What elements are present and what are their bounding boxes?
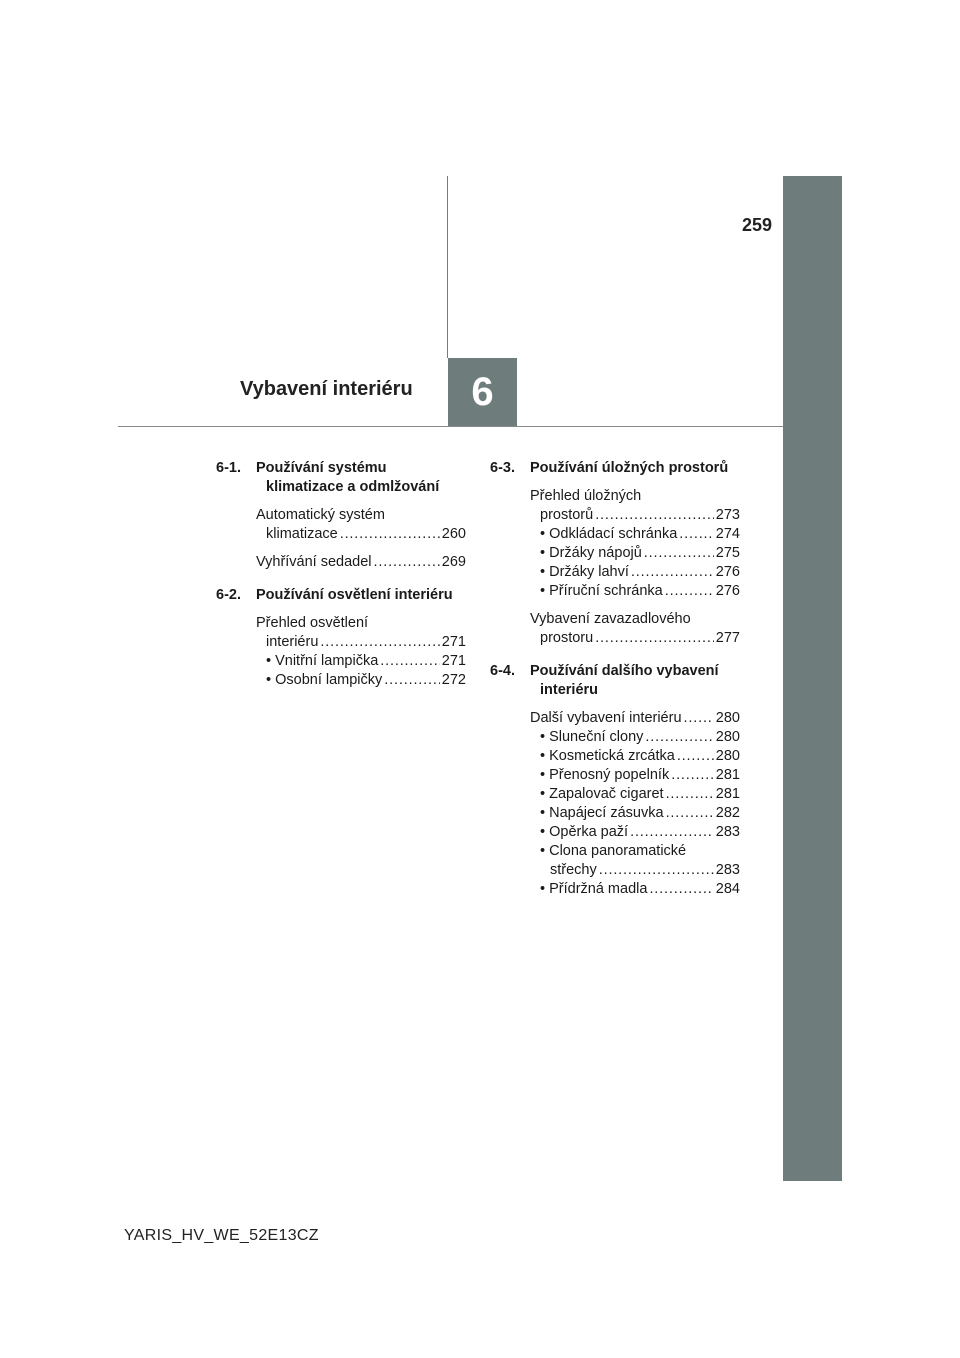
subentry-row	[266, 671, 466, 690]
subentry-label: • Osobní lampičky	[266, 672, 383, 688]
entry-row	[530, 506, 740, 525]
section-heading	[216, 586, 466, 605]
toc-section	[490, 459, 740, 648]
subentry-label: • Příruční schránka	[540, 583, 663, 599]
leader-dots	[684, 709, 714, 728]
toc-subentry	[530, 804, 740, 823]
section-title	[530, 459, 740, 478]
subentry-page: 271	[441, 653, 466, 669]
subentry-page: 280	[715, 729, 740, 745]
entry-label: klimatizace	[266, 526, 338, 542]
leader-dots	[666, 785, 714, 804]
toc-subentry	[530, 842, 740, 880]
leader-dots	[630, 823, 714, 842]
leader-dots	[384, 671, 440, 690]
entry-page: 260	[441, 526, 466, 542]
toc-subentry	[530, 728, 740, 747]
entry-label: prostoru	[540, 630, 594, 646]
section-title-line: Používání úložných prostorů	[530, 460, 729, 476]
entry-row	[256, 633, 466, 652]
toc-subentry	[530, 747, 740, 766]
chapter-number: 6	[448, 358, 517, 426]
subentry-row	[540, 544, 740, 563]
page-number: 259	[741, 215, 772, 235]
section-title-line: klimatizace a odmlžování	[266, 479, 440, 495]
entry-text-line: Přehled osvětlení	[256, 615, 369, 631]
section-title-line: Používání dalšího vybavení	[530, 663, 719, 679]
toc-subentry	[530, 525, 740, 544]
entry-row	[256, 553, 466, 572]
subentry-label: • Kosmetická zrcátka	[540, 748, 675, 764]
toc-entry	[530, 487, 740, 601]
chapter-title: Vybavení interiéru	[240, 378, 413, 400]
toc-entry	[256, 506, 466, 544]
toc-section	[490, 662, 740, 899]
subentry-page: 280	[715, 748, 740, 764]
entry-label: interiéru	[266, 634, 319, 650]
entry-label: Vyhřívání sedadel	[256, 554, 372, 570]
leader-dots	[677, 747, 714, 766]
subentry-page: 284	[715, 881, 740, 897]
subentry-label: střechy	[550, 862, 597, 878]
leader-dots	[599, 861, 714, 880]
leader-dots	[665, 582, 714, 601]
toc-subentry	[530, 785, 740, 804]
entry-row	[256, 525, 466, 544]
subentry-label: • Přídržná madla	[540, 881, 648, 897]
section-number: 6-1.	[216, 460, 241, 476]
subentry-page: 276	[715, 583, 740, 599]
entry-page: 269	[441, 554, 466, 570]
section-number: 6-4.	[490, 663, 515, 679]
subentry-row	[540, 861, 740, 880]
subentry-label: • Napájecí zásuvka	[540, 805, 664, 821]
subentry-page: 281	[715, 786, 740, 802]
subentry-row	[540, 785, 740, 804]
section-heading	[490, 459, 740, 478]
leader-dots	[649, 880, 713, 899]
entry-text-line: Automatický systém	[256, 507, 385, 523]
toc-subentry	[530, 766, 740, 785]
toc-entry	[256, 614, 466, 690]
subentry-page: 281	[715, 767, 740, 783]
section-title-line: Používání osvětlení interiéru	[256, 587, 453, 603]
entry-page: 277	[715, 630, 740, 646]
entry-text-line: Přehled úložných	[530, 488, 642, 504]
entry-row	[530, 709, 740, 728]
leader-dots	[666, 804, 714, 823]
toc-entry	[256, 553, 466, 572]
subentry-page: 283	[715, 824, 740, 840]
horizontal-rule	[118, 426, 783, 427]
entry-label: prostorů	[540, 507, 594, 523]
subentry-row	[540, 728, 740, 747]
toc-subentry	[530, 823, 740, 842]
subentry-label: • Vnitřní lampička	[266, 653, 379, 669]
entry-label: Další vybavení interiéru	[530, 710, 682, 726]
leader-dots	[320, 633, 439, 652]
toc-entry	[530, 610, 740, 648]
leader-dots	[671, 766, 714, 785]
subentry-row	[540, 582, 740, 601]
subentry-row	[540, 823, 740, 842]
vertical-rule	[447, 176, 448, 358]
section-title-line: Používání systému	[256, 460, 387, 476]
leader-dots	[380, 652, 440, 671]
subentry-row	[540, 766, 740, 785]
toc-subentry	[530, 544, 740, 563]
subentry-label: • Opěrka paží	[540, 824, 629, 840]
section-title	[256, 459, 466, 497]
subentry-label: • Přenosný popelník	[540, 767, 670, 783]
section-heading	[490, 662, 740, 700]
subentry-row	[540, 525, 740, 544]
toc-left-column	[216, 459, 466, 704]
leader-dots	[595, 506, 714, 525]
toc-entry	[530, 709, 740, 899]
subentry-page: 275	[715, 545, 740, 561]
toc-section	[216, 586, 466, 690]
entry-text-line: Vybavení zavazadlového	[530, 611, 691, 627]
subentry-row	[540, 880, 740, 899]
toc-subentry	[530, 563, 740, 582]
subentry-row	[540, 563, 740, 582]
toc-right-column	[490, 459, 740, 913]
entry-page: 273	[715, 507, 740, 523]
section-number: 6-3.	[490, 460, 515, 476]
leader-dots	[631, 563, 714, 582]
subentry-page: 283	[715, 862, 740, 878]
subentry-page: 276	[715, 564, 740, 580]
toc-subentry	[530, 582, 740, 601]
section-title	[256, 586, 466, 605]
subentry-row	[266, 652, 466, 671]
leader-dots	[679, 525, 714, 544]
entry-row	[530, 629, 740, 648]
subentry-row	[540, 804, 740, 823]
subentry-text-line: • Clona panoramatické	[540, 843, 687, 859]
section-title	[530, 662, 740, 700]
entry-page: 271	[441, 634, 466, 650]
side-chapter-tab	[783, 176, 842, 1181]
section-number: 6-2.	[216, 587, 241, 603]
leader-dots	[374, 553, 440, 572]
toc-subentry	[530, 880, 740, 899]
subentry-page: 282	[715, 805, 740, 821]
leader-dots	[644, 544, 714, 563]
subentry-label: • Držáky lahví	[540, 564, 629, 580]
subentry-label: • Zapalovač cigaret	[540, 786, 664, 802]
subentry-row	[540, 747, 740, 766]
document-code: YARIS_HV_WE_52E13CZ	[124, 1227, 319, 1244]
leader-dots	[595, 629, 714, 648]
toc-subentry	[256, 671, 466, 690]
section-heading	[216, 459, 466, 497]
subentry-page: 272	[441, 672, 466, 688]
leader-dots	[340, 525, 440, 544]
leader-dots	[645, 728, 713, 747]
subentry-label: • Sluneční clony	[540, 729, 644, 745]
entry-page: 280	[715, 710, 740, 726]
toc-section	[216, 459, 466, 572]
section-title-line: interiéru	[540, 682, 599, 698]
subentry-label: • Držáky nápojů	[540, 545, 642, 561]
toc-subentry	[256, 652, 466, 671]
subentry-label: • Odkládací schránka	[540, 526, 678, 542]
subentry-page: 274	[715, 526, 740, 542]
